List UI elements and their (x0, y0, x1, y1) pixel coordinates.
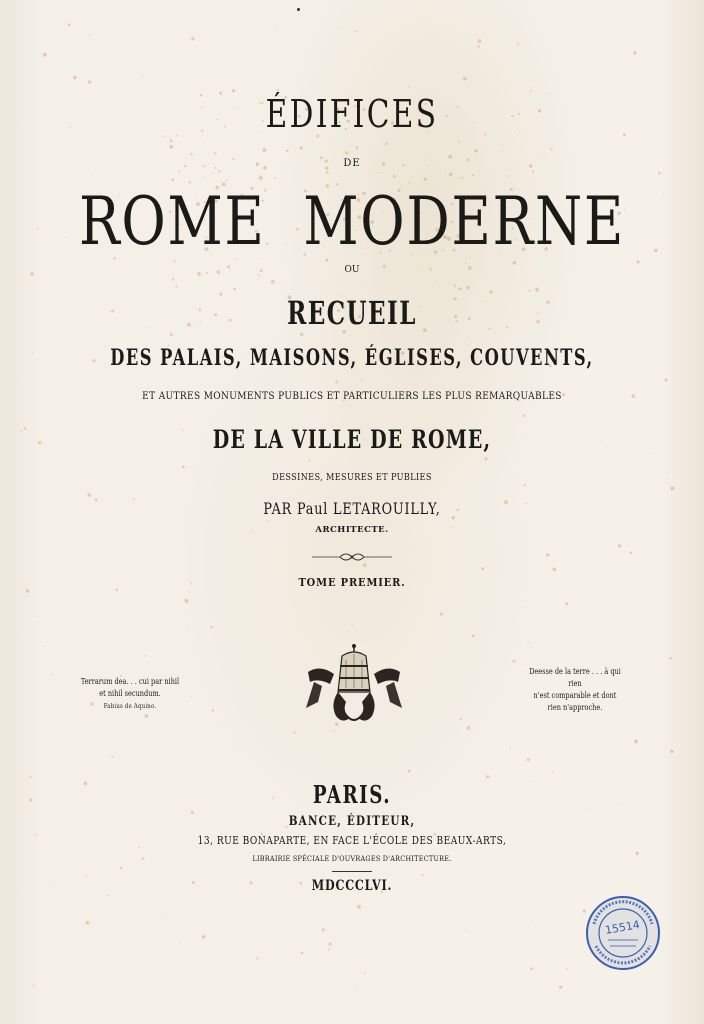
imprint-address: 13, RUE BONAPARTE, EN FACE L'ÉCOLE DES BEAUX-ARTS, (197, 834, 507, 847)
foxing-spot (357, 905, 361, 909)
foxing-spot (481, 567, 484, 570)
foxing-spot (226, 179, 228, 181)
title-rome-moderne: ROME MODERNE (78, 183, 626, 260)
foxing-spot (424, 178, 427, 181)
foxing-spot (277, 89, 279, 91)
foxing-spot (486, 775, 489, 778)
author-line: PAR Paul LETAROUILLY, (263, 499, 441, 518)
foxing-spot (190, 153, 192, 155)
foxing-spot (535, 288, 539, 292)
foxing-spot (472, 174, 474, 176)
foxing-spot (32, 353, 33, 354)
foxing-spot (669, 657, 672, 660)
foxing-spot (559, 986, 562, 989)
foxing-spot (266, 520, 268, 522)
quote-left-line1: Terrarum dea. . . cui par nihil (80, 677, 180, 686)
foxing-spot (667, 472, 668, 473)
quote-right-line1: Deesse de la terre . . . à qui rien (529, 667, 621, 688)
foxing-spot (670, 486, 674, 490)
foxing-spot (34, 834, 36, 836)
title-de: DE (343, 158, 361, 169)
imprint-city: PARIS. (312, 780, 392, 809)
foxing-spot (618, 544, 622, 548)
foxing-spot (658, 172, 661, 175)
foxing-spot (510, 156, 511, 157)
foxing-spot (477, 45, 479, 47)
foxing-spot (73, 76, 77, 80)
foxing-spot (189, 626, 190, 627)
foxing-spot (363, 564, 366, 567)
foxing-spot (356, 30, 358, 32)
foxing-spot (517, 43, 519, 45)
foxing-spot (171, 179, 174, 182)
foxing-spot (223, 84, 224, 85)
foxing-spot (635, 672, 636, 673)
foxing-spot (567, 968, 569, 970)
foxing-spot (26, 589, 29, 592)
foxing-spot (532, 170, 534, 172)
foxing-spot (449, 173, 453, 177)
foxing-spot (142, 75, 143, 76)
quote-right (526, 666, 624, 714)
foxing-spot (43, 53, 47, 57)
foxing-spot (170, 140, 173, 143)
foxing-spot (300, 146, 303, 149)
foxing-spot (185, 599, 189, 603)
foxing-spot (408, 86, 410, 88)
foxing-spot (170, 333, 173, 336)
foxing-spot (377, 172, 378, 173)
foxing-spot (294, 732, 296, 734)
foxing-spot (212, 709, 215, 712)
foxing-spot (210, 626, 213, 629)
foxing-spot (393, 175, 396, 178)
imprint-year: MDCCCLVI. (311, 878, 393, 894)
foxing-spot (50, 674, 51, 675)
title-recueil: RECUEIL (287, 294, 417, 332)
foxing-spot (472, 634, 475, 637)
foxing-spot (484, 457, 487, 460)
foxing-spot (271, 280, 275, 284)
foxing-spot (30, 795, 31, 796)
author-title: ARCHITECTE. (315, 525, 389, 535)
volume-label: TOME PREMIER. (298, 575, 406, 589)
foxing-spot (144, 655, 146, 657)
foxing-spot (653, 453, 654, 454)
foxing-spot (43, 646, 44, 647)
foxing-spot (144, 714, 148, 718)
subtitle-dessines: DESSINES, MESURES ET PUBLIES (272, 472, 432, 483)
foxing-spot (259, 275, 260, 276)
foxing-spot (29, 776, 31, 778)
foxing-spot (466, 286, 469, 289)
foxing-spot (308, 459, 310, 461)
quote-right-line3: rien n'approche. (547, 703, 603, 712)
foxing-spot (633, 51, 636, 54)
imprint-shop: LIBRAIRIE SPÉCIALE D'OUVRAGES D'ARCHITECTURE. (252, 854, 452, 863)
imprint-rule (332, 871, 372, 872)
foxing-spot (463, 77, 467, 81)
foxing-spot (527, 758, 530, 761)
foxing-spot (326, 171, 329, 174)
foxing-spot (663, 194, 664, 195)
foxing-spot (182, 465, 185, 468)
foxing-spot (338, 29, 339, 30)
foxing-spot (191, 37, 194, 40)
foxing-spot (361, 379, 362, 380)
foxing-spot (88, 35, 89, 36)
papal-tiara-emblem-icon (300, 642, 408, 730)
foxing-spot (459, 287, 462, 290)
foxing-spot (438, 334, 439, 335)
foxing-spot (636, 260, 639, 263)
foxing-spot (546, 553, 550, 557)
title-edifices: ÉDIFICES (265, 92, 439, 136)
foxing-spot (86, 921, 90, 925)
foxing-spot (458, 141, 460, 143)
foxing-spot (475, 149, 479, 153)
foxing-spot (587, 810, 588, 811)
foxing-spot (322, 928, 325, 931)
foxing-spot (364, 972, 366, 974)
foxing-spot (469, 337, 470, 338)
quote-left-line2: et nihil secundum. (99, 689, 161, 698)
foxing-spot (203, 178, 204, 179)
foxing-spot (654, 249, 658, 253)
foxing-spot (552, 771, 554, 773)
foxing-spot (466, 263, 467, 264)
library-stamp-icon (584, 894, 662, 972)
foxing-spot (335, 381, 338, 384)
foxing-spot (580, 50, 581, 51)
foxing-spot (233, 288, 236, 291)
foxing-spot (214, 152, 216, 154)
foxing-spot (333, 730, 335, 732)
title-ou: OU (344, 265, 360, 275)
foxing-spot (460, 718, 462, 720)
foxing-spot (345, 151, 348, 154)
foxing-spot (328, 948, 330, 950)
foxing-spot (37, 227, 39, 229)
subtitle-palais: DES PALAIS, MAISONS, ÉGLISES, COUVENTS, (110, 345, 594, 371)
foxing-spot (38, 441, 41, 444)
foxing-spot (38, 616, 39, 617)
foxing-spot (478, 39, 482, 43)
foxing-spot (167, 913, 168, 914)
foxing-spot (528, 642, 529, 643)
foxing-spot (111, 756, 113, 758)
foxing-spot (70, 127, 71, 128)
foxing-spot (68, 24, 71, 27)
foxing-spot (329, 943, 332, 946)
foxing-spot (87, 493, 91, 497)
foxing-spot (551, 148, 553, 150)
foxing-spot (88, 80, 91, 83)
foxing-spot (634, 740, 638, 744)
foxing-spot (33, 985, 35, 987)
foxing-spot (524, 484, 526, 486)
foxing-spot (169, 145, 173, 149)
foxing-spot (274, 177, 276, 179)
foxing-spot (174, 260, 176, 262)
foxing-spot (108, 895, 110, 897)
foxing-spot (456, 735, 457, 736)
foxing-spot (262, 148, 266, 152)
foxing-spot (275, 26, 276, 27)
foxing-spot (436, 281, 437, 282)
foxing-spot (86, 876, 88, 878)
subtitle-monuments: ET AUTRES MONUMENTS PUBLICS ET PARTICULIERS LES PLUS REMARQUABLES (142, 390, 562, 402)
foxing-spot (440, 613, 443, 616)
foxing-spot (445, 170, 446, 171)
foxing-spot (507, 175, 509, 177)
foxing-spot (528, 290, 530, 292)
foxing-spot (670, 749, 674, 753)
subtitle-ville-de-rome: DE LA VILLE DE ROME, (212, 425, 492, 454)
foxing-spot (408, 770, 411, 773)
foxing-spot (300, 333, 303, 336)
foxing-spot (21, 430, 23, 432)
foxing-spot (543, 156, 544, 157)
foxing-spot (24, 427, 27, 430)
foxing-spot (565, 602, 568, 605)
foxing-spot (93, 314, 94, 315)
foxing-spot (501, 144, 502, 145)
foxing-spot (202, 935, 206, 939)
foxing-spot (552, 567, 556, 571)
foxing-spot (630, 552, 633, 555)
foxing-spot (463, 177, 465, 179)
foxing-spot (256, 957, 258, 959)
foxing-spot (54, 883, 55, 884)
foxing-spot (526, 601, 527, 602)
foxing-spot (180, 942, 181, 943)
foxing-spot (444, 940, 445, 941)
foxing-spot (509, 747, 511, 749)
quote-left (81, 676, 179, 712)
foxing-spot (202, 142, 203, 143)
foxing-spot (530, 967, 533, 970)
foxing-spot (172, 278, 174, 280)
foxing-spot (467, 726, 471, 730)
foxing-spot (259, 176, 263, 180)
foxing-spot (385, 142, 388, 145)
foxing-spot (466, 930, 467, 931)
foxing-spot (29, 798, 32, 801)
foxing-spot (286, 149, 288, 151)
foxing-spot (534, 80, 535, 81)
foxing-spot (421, 874, 423, 876)
quote-right-line2: n'est comparable et dont (533, 691, 617, 700)
foxing-spot (659, 857, 660, 858)
foxing-spot (532, 921, 533, 922)
ornament-divider (312, 551, 392, 563)
foxing-spot (175, 285, 177, 287)
foxing-spot (218, 170, 220, 172)
foxing-spot (212, 171, 213, 172)
foxing-spot (454, 284, 456, 286)
foxing-spot (190, 696, 191, 697)
foxing-spot (459, 177, 461, 179)
foxing-spot (91, 174, 92, 175)
foxing-spot (356, 146, 359, 149)
quote-left-attribution: Fabius de Aquino. (103, 702, 157, 710)
foxing-spot (513, 261, 517, 265)
foxing-spot (351, 624, 353, 626)
foxing-spot (301, 952, 304, 955)
stamp-number: 15514 (604, 918, 641, 937)
foxing-spot (522, 414, 525, 417)
foxing-spot (356, 988, 357, 989)
foxing-spot (120, 867, 122, 869)
foxing-spot (665, 378, 668, 381)
foxing-spot (512, 660, 515, 663)
imprint-publisher: BANCE, ÉDITEUR, (288, 814, 416, 829)
ink-dot (297, 8, 300, 11)
foxing-spot (178, 170, 180, 172)
